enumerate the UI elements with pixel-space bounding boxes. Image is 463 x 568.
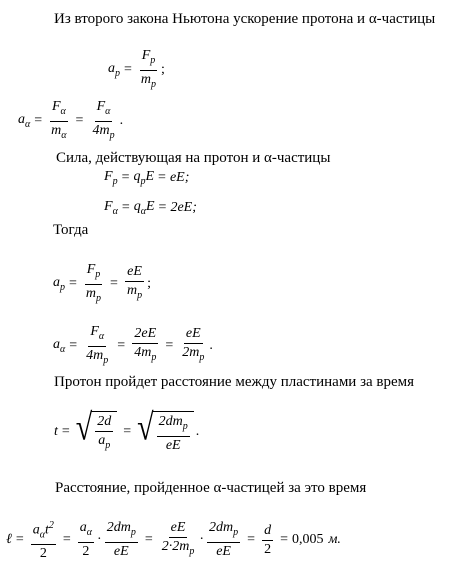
equation-proton-acceleration-result: $a_p$ = $\frac{F_p}{m_p}$ = $\frac{eE}{m_p}$ ; [53,262,151,307]
equation-alpha-acceleration: $a_\alpha$ = $\frac{F_\alpha}{m_\alpha}$ = $\frac{F_\alpha}{4m_p}$ . [18,99,123,144]
equation-distance: ℓ = $\frac{a_\alpha t^2}{2}$ = $\frac{a_\alpha}{2}$ · $\frac{2dm_p}{eE}$ = $\frac{eE}{2\cdot 2m_p}$ · $\frac{2dm_p}{eE}$ = $\frac{d}{2}$ = 0,005 м. [6,520,341,562]
fraction: $\frac{d}{2}$ [264,522,272,557]
fraction: $\frac{2d}{a_p}$ [97,414,112,451]
equation-time: t = √ $\frac{2d}{a_p}$ = √ $\frac{2dm_p}{eE}$ . [54,406,200,453]
fraction: $\frac{2eE}{4m_p}$ [134,326,157,364]
proton-time-text: Протон пройдет расстояние между пластинами за время [54,374,415,390]
equation-proton-force: $F_p$ = $q_pE$ = eE; [104,169,190,187]
then-text: Тогда [53,222,89,238]
fraction: $\frac{F_p}{m_p}$ [85,262,102,304]
fraction: $\frac{a_\alpha t^2}{2}$ [32,520,54,562]
fraction: $\frac{eE}{m_p}$ [126,264,143,302]
fraction: $\frac{2dm_p}{eE}$ [158,414,188,453]
equation-proton-acceleration: $a_p$ = $\frac{F_p}{m_p}$ ; [108,48,165,93]
force-intro-text: Сила, действующая на протон и α-частицы [56,150,331,166]
fraction: $\frac{F_\alpha}{m_\alpha}$ [51,99,67,141]
fraction: $\frac{F_\alpha}{4m_p}$ [92,99,115,141]
fraction: $\frac{eE}{2m_p}$ [182,326,205,364]
equation-alpha-force: $F_\alpha$ = $q_\alpha E$ = 2eE; [104,199,197,217]
fraction: $\frac{a_\alpha}{2}$ [79,520,93,560]
fraction: $\frac{eE}{2\cdot 2m_p}$ [161,520,195,558]
fraction: $\frac{2dm_p}{eE}$ [209,520,239,560]
result-unit: м. [328,532,341,548]
alpha-distance-text: Расстояние, пройденное α-частицей за это время [55,480,367,496]
fraction: $\frac{F_p}{m_p}$ [140,48,157,90]
fraction: $\frac{F_\alpha}{4m_p}$ [86,324,109,366]
square-root: √ $\frac{2d}{a_p}$ [76,411,117,454]
result-value: 0,005 [291,532,324,548]
equation-alpha-acceleration-result: $a_\alpha$ = $\frac{F_\alpha}{4m_p}$ = $\frac{2eE}{4m_p}$ = $\frac{eE}{2m_p}$ . [53,324,213,369]
fraction: $\frac{2dm_p}{eE}$ [106,520,136,560]
newton-intro-text: Из второго закона Ньютона ускорение протона и α-частицы [54,11,436,27]
square-root: √ $\frac{2dm_p}{eE}$ [137,411,194,454]
